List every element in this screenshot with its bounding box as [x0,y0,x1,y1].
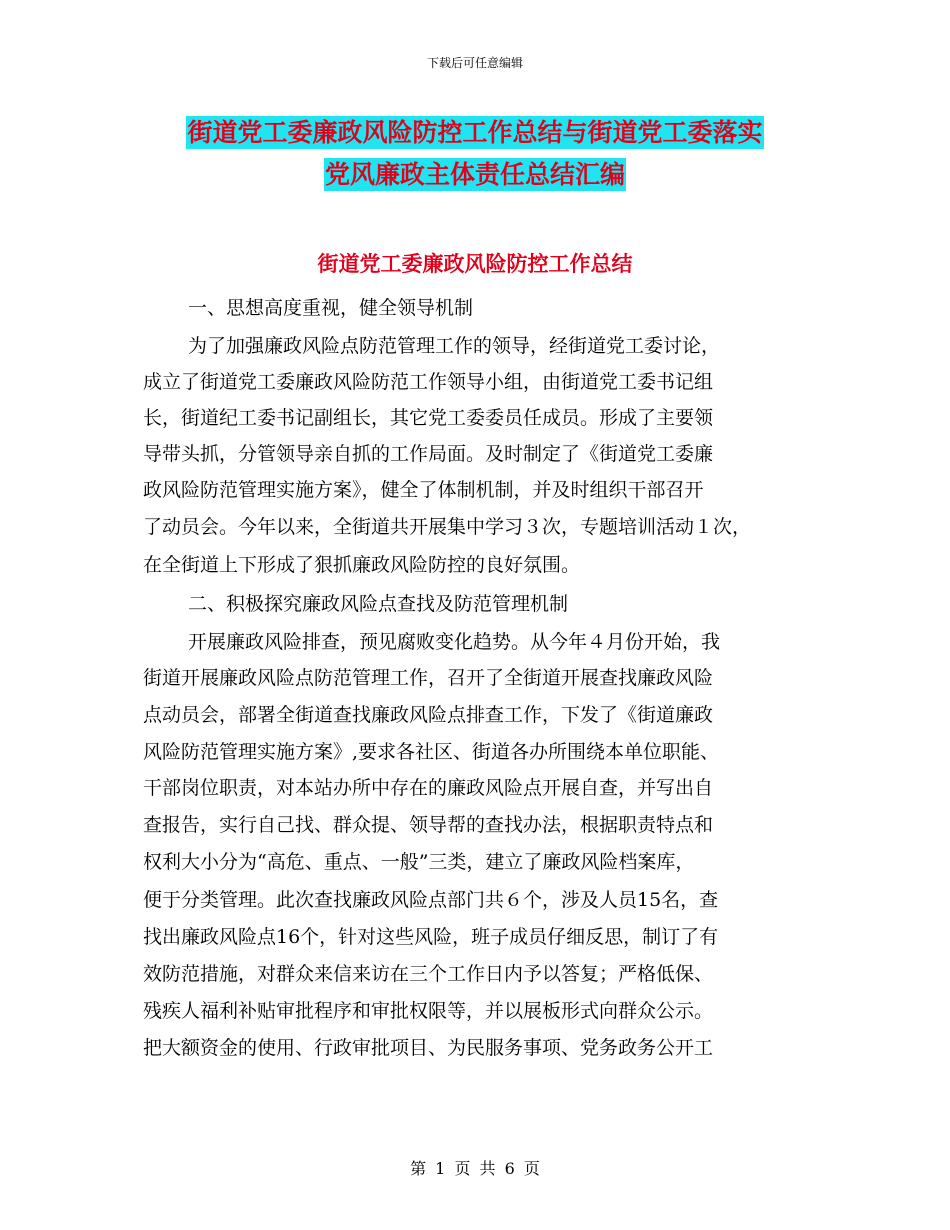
body-line: 效防范措施，对群众来信来访在三个工作日内予以答复；严格低保、 [143,963,714,985]
body-line: 二、积极探究廉政风险点查找及防范管理机制 [188,593,569,615]
body-line: 导带头抓，分管领导亲自抓的工作局面。及时制定了《街道党工委廉 [143,443,714,465]
body-line: 残疾人福利补贴审批程序和审批权限等，并以展板形式向群众公示。 [143,1000,714,1022]
document-title-line-1 [0,113,950,149]
body-line: 把大额资金的使用、行政审批项目、为民服务事项、党务政务公开工 [143,1037,714,1059]
body-line: 街道开展廉政风险点防范管理工作，召开了全街道开展查找廉政风险 [143,667,714,689]
section-title: 街道党工委廉政风险防控工作总结 [317,251,633,276]
body-line: 开展廉政风险排查，预见腐败变化趋势。从今年４月份开始，我 [188,631,721,653]
body-line: 长，街道纪工委书记副组长，其它党工委委员任成员。形成了主要领 [143,407,714,429]
body-line: 点动员会，部署全街道查找廉政风险点排查工作，下发了《街道廉政 [143,704,714,726]
body-line: 找出廉政风险点16个，针对这些风险，班子成员仔细反思，制订了有 [143,926,719,948]
body-line: 成立了街道党工委廉政风险防范工作领导小组，由街道党工委书记组 [143,371,714,393]
document-title-line-1-text: 街道党工委廉政风险防控工作总结与街道党工委落实 [187,118,763,147]
body-line: 在全街道上下形成了狠抓廉政风险防控的良好氛围。 [143,554,581,576]
body-line: 查报告，实行自己找、群众提、领导帮的查找办法，根据职责特点和 [143,814,714,836]
body-line: 为了加强廉政风险点防范管理工作的领导，经街道党工委讨论， [188,335,721,357]
body-line: 权利大小分为“高危、重点、一般”三类，建立了廉政风险档案库， [143,851,695,873]
body-line: 了动员会。今年以来，全街道共开展集中学习３次，专题培训活动１次， [143,516,752,538]
page-header: 下载后可任意编辑 [426,56,523,70]
document-title-line-2 [0,155,950,191]
body-line: 便于分类管理。此次查找廉政风险点部门共６个，涉及人员15名，查 [143,889,719,911]
document-title-line-2-text: 党风廉政主体责任总结汇编 [324,160,625,189]
page-footer: 第 1 页 共 6 页 [410,1159,540,1178]
body-line: 一、思想高度重视，健全领导机制 [188,297,474,319]
body-line: 干部岗位职责，对本站办所中存在的廉政风险点开展自查，并写出自 [143,777,714,799]
body-line: 风险防范管理实施方案》,要求各社区、街道各办所围绕本单位职能、 [143,741,720,763]
body-line: 政风险防范管理实施方案》，健全了体制机制，并及时组织干部召开 [143,479,704,501]
